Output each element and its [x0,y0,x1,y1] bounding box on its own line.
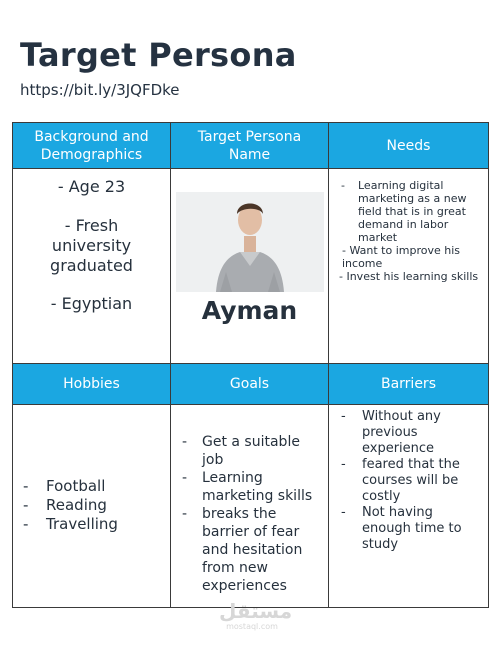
hobbies-cell [13,405,171,608]
demographics-cell [13,169,171,364]
persona-link[interactable]: https://bit.ly/3JQFDke [20,81,180,99]
persona-photo [176,192,324,292]
header-goals: Goals [171,364,329,405]
goal-item: - Learning marketing skills [202,469,324,505]
barrier-item: - feared that the courses will be costly [362,457,482,505]
header-barriers: Barriers [329,364,489,405]
header-persona-name: Target Persona Name [171,123,329,169]
goal-item: - breaks the barrier of fear and hesitation from new experiences [202,505,324,595]
need-item: - Want to improve his income [342,244,460,270]
persona-name-cell [171,169,329,364]
header-hobbies: Hobbies [13,364,171,405]
hobby-item: - Football [46,477,170,496]
barrier-item: - Without any previous experience [362,409,482,457]
needs-cell [329,169,489,364]
page-title: Target Persona [20,36,297,74]
barriers-cell [329,405,489,608]
demographic-nationality: - Egyptian [50,294,133,313]
need-item: - Invest his learning skills [339,270,479,283]
watermark-arabic: مستقل [219,599,293,623]
goal-item: - Get a suitable job [202,433,324,469]
barrier-item: - Not having enough time to study [362,505,482,553]
hobby-item: - Travelling [46,515,170,534]
hobby-item: - Reading [46,496,170,515]
mostaql-watermark [219,599,293,631]
demographic-age: - Age 23 [57,177,126,196]
watermark-latin: mostaql.com [226,622,278,631]
demographic-education: - Fresh university graduated [50,216,133,275]
header-background: Background and Demographics [13,123,171,169]
need-item: - Learning digital marketing as a new field that is in great demand in labor market [339,179,480,244]
header-needs: Needs [329,123,489,169]
persona-table [12,122,489,608]
goals-cell [171,405,329,608]
persona-name: Ayman [201,296,298,325]
